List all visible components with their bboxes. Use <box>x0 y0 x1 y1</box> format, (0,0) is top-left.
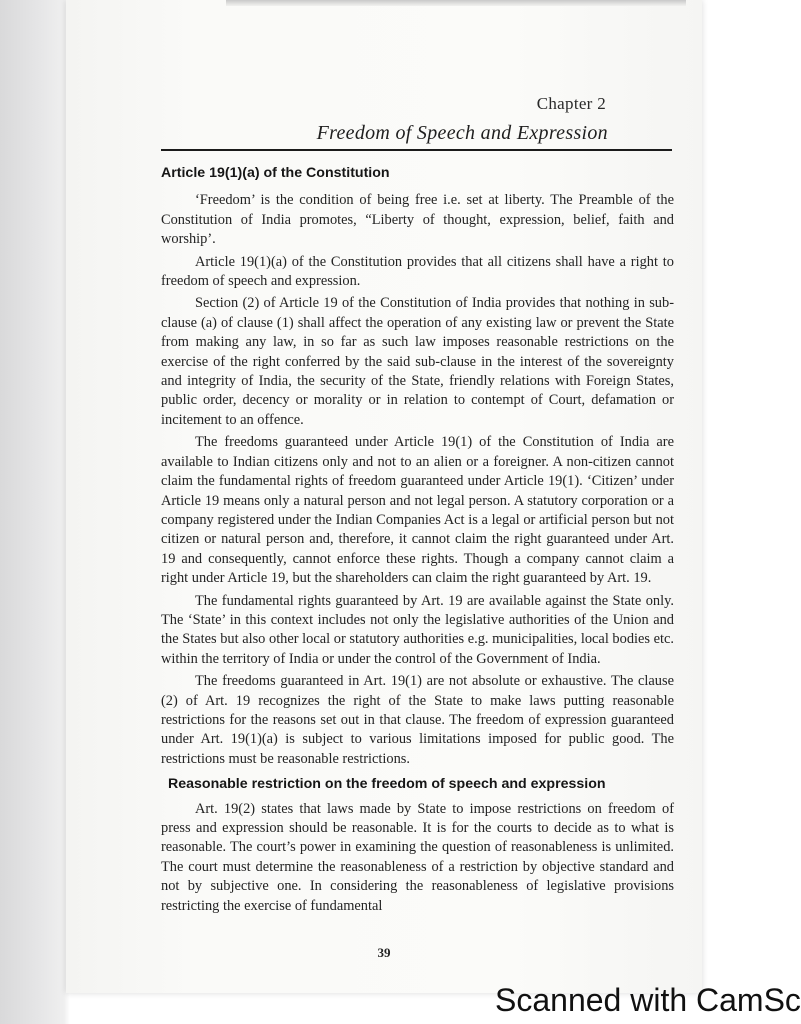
section-heading-reasonable-restriction: Reasonable restriction on the freedom of speech and expression <box>168 776 606 793</box>
chapter-label: Chapter 2 <box>536 94 606 113</box>
paragraph-article-19-2: Art. 19(2) states that laws made by State to impose restrictions on freedom of press and expression should be reasonable. It is for the courts to decide as to what is reasonable. The court’s power in examining the question of reasonableness is unlimited. The court must determine the reasonableness of a restriction by objective standard and not by subjective one. In considering the reasonableness of legislative provisions restricting the exercise of fundamental <box>161 800 674 914</box>
paragraph-not-absolute: The freedoms guaranteed in Art. 19(1) are not absolute or exhaustive. The clause (2) of Art. 19 recognizes the right of the State to make laws putting reasonable restrictions for the reasons set out in that clause. The freedom of expression guaranteed under Art. 19(1)(a) is subject to various limitations imposed for public good. The restrictions must be reasonable restrictions. <box>161 673 674 767</box>
page-number: 39 <box>377 945 391 960</box>
paragraph-article-19-1-a: Article 19(1)(a) of the Constitution provides that all citizens shall have a right to freedom of speech and expression. <box>161 253 674 290</box>
paragraph-against-state: The fundamental rights guaranteed by Art. 19 are available against the State only. The ‘State’ in this context includes not only the legislative authorities of the Union and the States but also other local or statutory authorities e.g. municipalities, local bodies etc. within the territory of India or under the control of the Government of India. <box>161 592 674 667</box>
paragraph-freedom-definition: ‘Freedom’ is the condition of being free i.e. set at liberty. The Preamble of the Constitution of India promotes, “Liberty of thought, expression, belief, faith and worship’. <box>161 192 674 248</box>
paragraph-citizens-only: The freedoms guaranteed under Article 19(1) of the Constitution of India are available to Indian citizens only and not to an alien or a foreigner. A non-citizen cannot claim the fundamental rights of freedom guaranteed under Article 19(1). ‘Citizen’ under Article 19 means only a natural person and not legal person. A statutory corporation or a company registered under the Indian Companies Act is a legal or artificial person but not citizen or natural person and, therefore, it cannot claim the right guaranteed under Art. 19 and consequently, cannot enforce these rights. Though a company cannot claim a right under Article 19, but the shareholders can claim the right guaranteed by Art. 19. <box>161 434 674 587</box>
page-top-shadow <box>226 0 686 6</box>
scanner-watermark: Scanned with CamSc <box>495 982 801 1018</box>
chapter-title: Freedom of Speech and Expression <box>316 122 608 144</box>
book-page <box>66 0 702 993</box>
page-body <box>161 160 674 919</box>
section-heading-article-19: Article 19(1)(a) of the Constitution <box>161 165 390 181</box>
paragraph-section-2: Section (2) of Article 19 of the Constitution of India provides that nothing in sub-clause (a) of clause (1) shall affect the operation of any existing law or prevent the State from making any law, in so far as such law imposes reasonable restrictions on the exercise of the right conferred by the said sub-clause in the interest of the sovereignty and integrity of India, the security of the State, friendly relations with Foreign States, public order, decency or morality or in relation to contempt of Court, defamation or incitement to an offence. <box>161 295 674 428</box>
title-rule <box>161 149 672 151</box>
